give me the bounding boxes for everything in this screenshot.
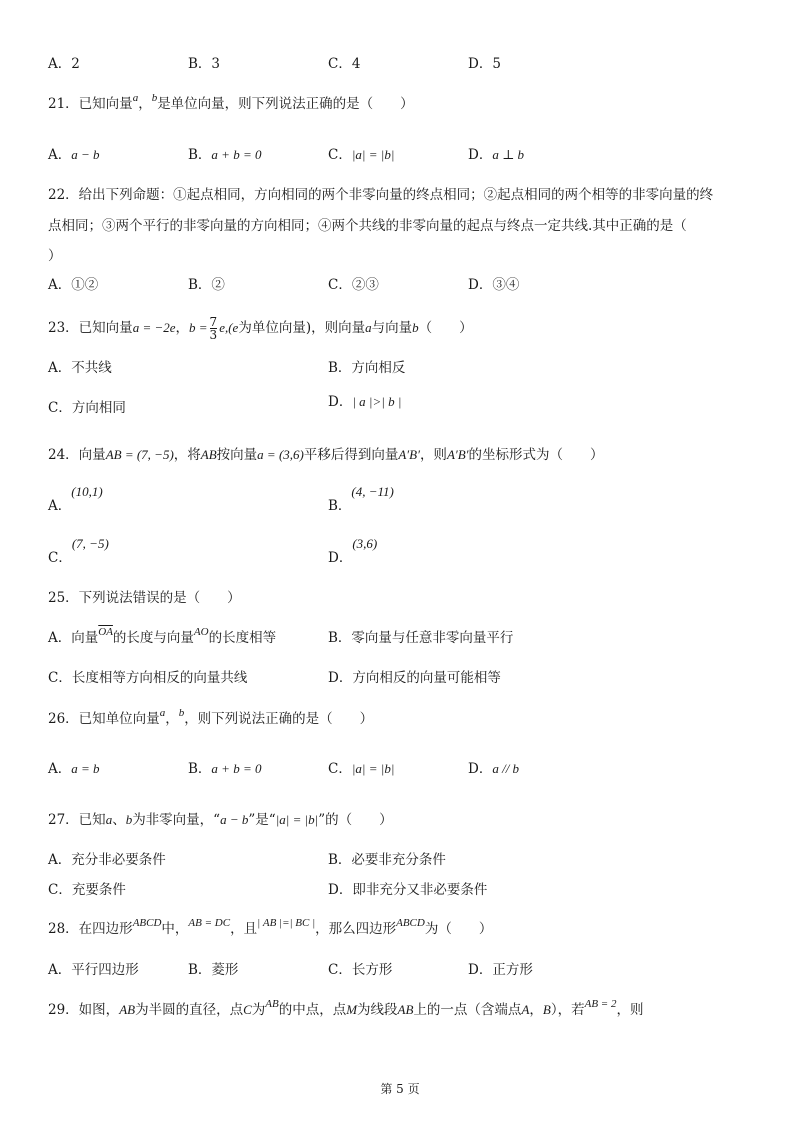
- q27-option-b: B．必要非充分条件: [328, 852, 446, 868]
- q23-option-d-math: | a |>| b |: [352, 394, 402, 409]
- q29-arc-ab: AB: [265, 998, 279, 1010]
- q28-option-d: D．正方形: [468, 962, 533, 978]
- q22-stem-line2: 点相同；③两个平行的非零向量的方向相同；④两个共线的非零向量的起点与终点一定共线.其中正确的是（: [48, 218, 687, 234]
- q22-option-a: A．①②: [48, 277, 99, 293]
- q20-option-c: C．4: [328, 56, 361, 72]
- q28-option-c: C．长方形: [328, 962, 393, 978]
- q21-option-d-math: a ⊥ b: [492, 147, 525, 162]
- q25-option-a: A．向量$^{\overline{OA}}$的长度与向量$^{AO}$的长度相等: [48, 626, 277, 646]
- q20-option-d: D．5: [468, 56, 501, 72]
- q22-option-b: B．②: [188, 277, 225, 293]
- q27-option-a: A．充分非必要条件: [48, 852, 166, 868]
- q21-option-a-math: a − b: [71, 147, 100, 162]
- q25-option-b: B．零向量与任意非零向量平行: [328, 630, 514, 646]
- q25-option-c: C．长度相等方向相反的向量共线: [48, 670, 248, 686]
- q21-option-c: C．|a| = |b|: [328, 147, 395, 163]
- q28-option-a: A．平行四边形: [48, 962, 139, 978]
- q26-option-c: C．|a| = |b|: [328, 761, 395, 777]
- q24-option-c: C．(7, −5): [48, 536, 109, 566]
- q27-option-d: D．即非充分又非必要条件: [328, 882, 488, 898]
- q27-option-c: C．充要条件: [48, 882, 126, 898]
- q24-option-d: D．(3,6): [328, 536, 378, 566]
- q25-stem: 25．下列说法错误的是（ ）: [48, 590, 241, 606]
- q22-option-c: C．②③: [328, 277, 379, 293]
- q24-option-a: A．(10,1): [48, 484, 103, 514]
- q22-option-d: D．③④: [468, 277, 520, 293]
- q28-stem: 28．在四边形$^{ABCD}$中，$^{AB = DC}$，且$^{| AB |=| BC |}$，那么四边形$^{ABCD}$为（ ）: [48, 917, 493, 937]
- q21-option-b-math: a + b = 0: [211, 147, 262, 162]
- q21-stem: 21．已知向量$^a$，$^b$是单位向量，则下列说法正确的是（ ）: [48, 92, 414, 112]
- q24-stem: 24．向量AB = (7, −5)，将AB按向量a = (3,6)平移后得到向量A′B′，则A′B′的坐标形式为（ ）: [48, 447, 604, 463]
- q23-fraction: $\frac{7}{3}$: [209, 315, 218, 342]
- q23-option-b: B．方向相反: [328, 360, 406, 376]
- q21-stem-pre: 21．已知向量: [48, 96, 133, 112]
- q25-option-d: D．方向相反的向量可能相等: [328, 670, 501, 686]
- q21-vec-b: b: [151, 92, 158, 104]
- q21-option-c-math: |a| = |b|: [351, 147, 395, 162]
- q22-stem-line1: 22．给出下列命题：①起点相同，方向相同的两个非零向量的终点相同；②起点相同的两个相等的非零向量的终: [48, 187, 714, 203]
- q21-vec-a: a: [132, 92, 139, 104]
- q24-math-a: a = (3,6): [257, 447, 304, 462]
- q23-stem: 23．已知向量a = −2e，b = $\frac{7}{3}$ e,(e为单位向量)，则向量a与向量b（ ）: [48, 315, 473, 342]
- q23-option-a: A．不共线: [48, 360, 112, 376]
- q23-option-d: D．| a |>| b |: [328, 394, 402, 410]
- q21-stem-post: 是单位向量，则下列说法正确的是（ ）: [157, 96, 414, 112]
- q28-option-b: B．菱形: [188, 962, 239, 978]
- q24-math-ab: AB = (7, −5): [105, 447, 174, 462]
- q29-stem: 29．如图，AB为半圆的直径，点C为$^{AB}$的中点，点M为线段AB上的一点（含端点A，B），若$^{AB = 2}$，则: [48, 998, 644, 1018]
- q26-option-d: D．a // b: [468, 761, 520, 777]
- q23-math-a: a = −2e: [132, 320, 176, 335]
- q26-option-a: A．a = b: [48, 761, 100, 777]
- q21-option-b: B．a + b = 0: [188, 147, 262, 163]
- q21-option-d: D．a ⊥ b: [468, 147, 525, 163]
- q21-option-a: A．a − b: [48, 147, 100, 163]
- q27-stem: 27．已知a、b为非零向量，“a − b”是“|a| = |b|”的（ ）: [48, 812, 393, 828]
- q20-option-a: A．2: [48, 56, 80, 72]
- page-number: 第 5 页: [380, 1082, 420, 1096]
- q26-option-b: B．a + b = 0: [188, 761, 262, 777]
- q24-option-b: B．(4, −11): [328, 484, 394, 514]
- q22-stem-line3: ）: [48, 248, 62, 264]
- q23-option-c: C．方向相同: [48, 400, 126, 416]
- q20-option-b: B．3: [188, 56, 221, 72]
- q26-stem: 26．已知单位向量$^a$，$^b$，则下列说法正确的是（ ）: [48, 707, 374, 727]
